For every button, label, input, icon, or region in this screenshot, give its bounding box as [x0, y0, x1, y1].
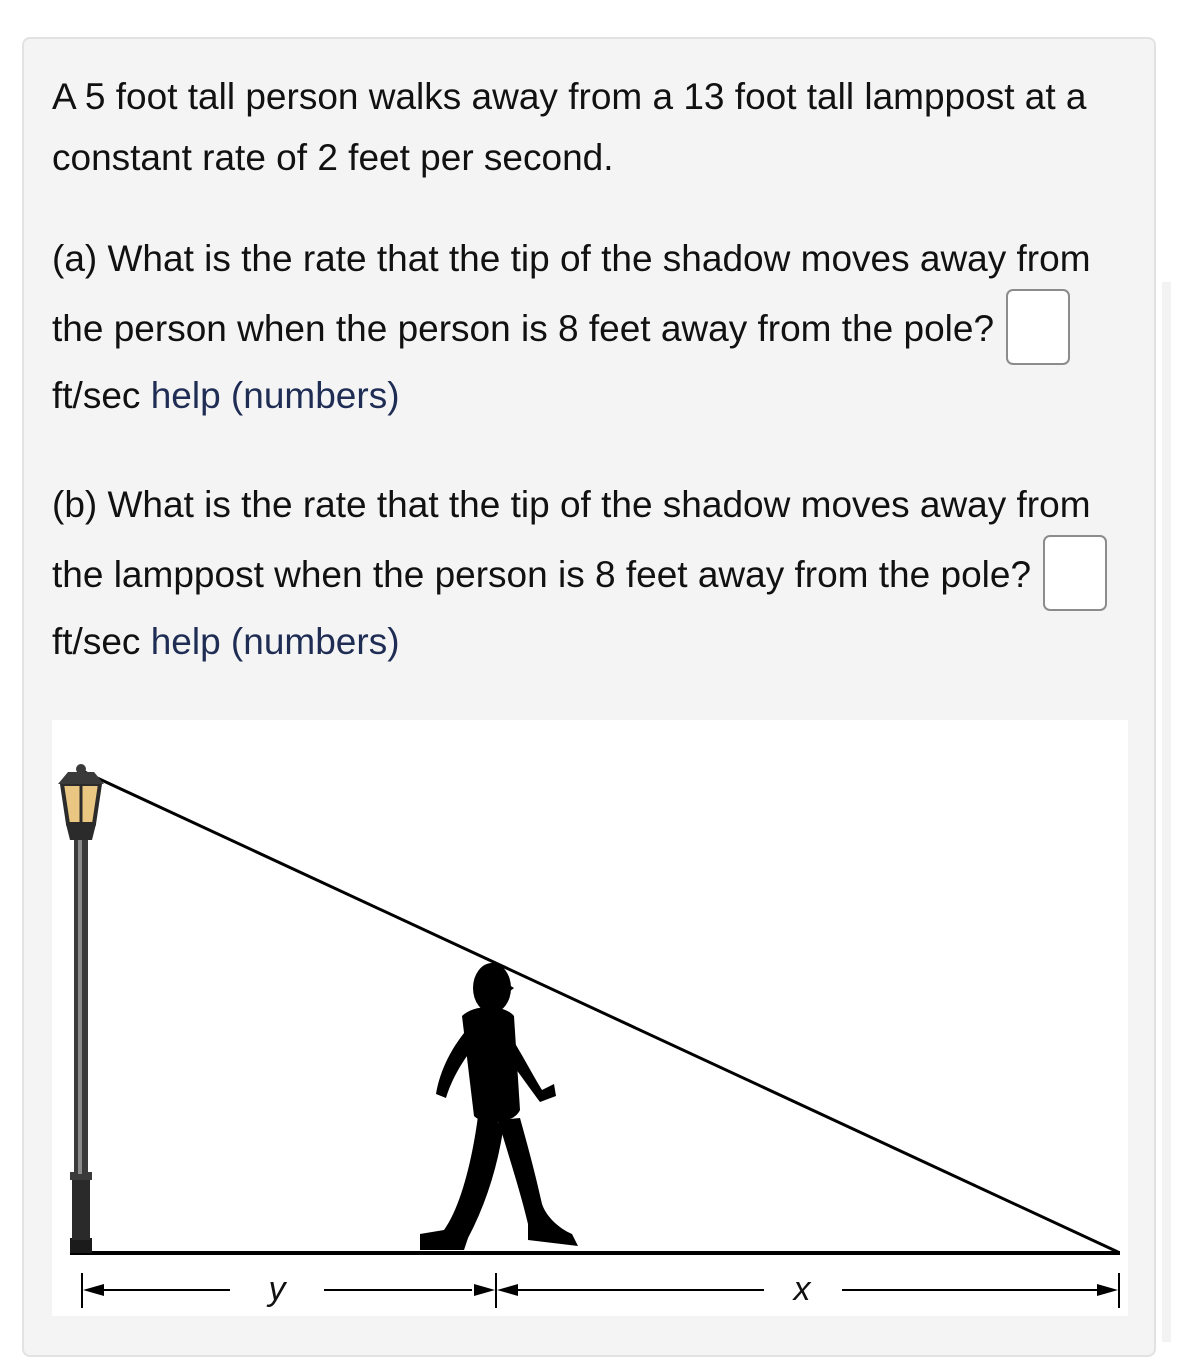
x-left-arrowhead [497, 1284, 518, 1296]
x-right-arrowhead [1097, 1284, 1118, 1296]
part-a [52, 228, 1132, 426]
part-b [52, 474, 1132, 672]
part-b-answer-input[interactable] [1043, 535, 1107, 611]
lamppost-diagram [52, 720, 1128, 1316]
y-label: y [268, 1270, 286, 1308]
problem-statement: A 5 foot tall person walks away from a 13 foot tall lamppost at a constant rate of 2 feet per second. [52, 76, 1087, 178]
side-strip [1162, 282, 1171, 1342]
lamppost [58, 764, 104, 1253]
y-right-arrowhead [474, 1284, 495, 1296]
light-ray-line [80, 770, 1118, 1252]
part-a-help-link[interactable]: help (numbers) [150, 375, 400, 416]
person-silhouette [420, 963, 578, 1250]
x-label: x [793, 1270, 811, 1308]
part-b-unit: ft/sec [52, 621, 141, 662]
part-a-unit: ft/sec [52, 375, 141, 416]
y-left-arrowhead [83, 1284, 104, 1296]
lamppost-figure [52, 720, 1128, 1316]
part-a-question: (a) What is the rate that the tip of the shadow moves away from the person when the person is 8 feet away from the pole? [52, 238, 1091, 349]
part-b-question: (b) What is the rate that the tip of the shadow moves away from the lamppost when the person is 8 feet away from the pole? [52, 484, 1091, 595]
part-b-help-link[interactable]: help (numbers) [150, 621, 400, 662]
part-a-answer-input[interactable] [1006, 289, 1070, 365]
